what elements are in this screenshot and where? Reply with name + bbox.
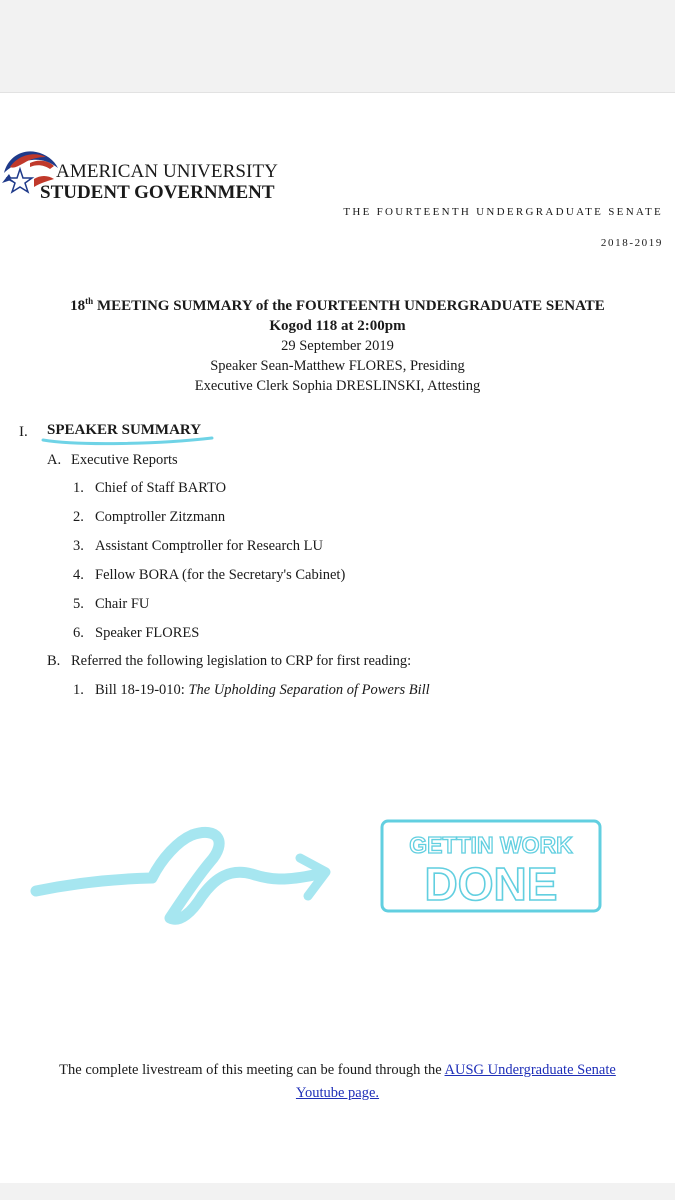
youtube-link[interactable]: Youtube page.: [295, 1085, 380, 1101]
senate-name: THE FOURTEENTH UNDERGRADUATE SENATE: [343, 206, 663, 218]
subsection-letter: B.: [47, 653, 61, 669]
meeting-location: Kogod 118 at 2:00pm: [269, 318, 406, 334]
list-label: Comptroller Zitzmann: [95, 509, 226, 525]
presiding-officer: Speaker Sean-Matthew FLORES, Presiding: [210, 358, 465, 374]
section-title: SPEAKER SUMMARY: [47, 422, 202, 438]
list-number: 4.: [73, 567, 84, 583]
subsection-label: Executive Reports: [71, 452, 178, 468]
footer-note: [0, 1059, 675, 1105]
meeting-date: 29 September 2019: [281, 338, 394, 354]
meeting-title-text: MEETING SUMMARY of the FOURTEENTH UNDERGRADUATE SENATE: [93, 298, 605, 314]
list-label: Fellow BORA (for the Secretary's Cabinet): [95, 567, 346, 583]
gettin-work-done-stamp: [379, 818, 603, 914]
list-label: Assistant Comptroller for Research LU: [95, 538, 323, 554]
highlight-underline: [40, 434, 215, 446]
list-number: 5.: [73, 596, 84, 612]
stamp-line1: GETTIN WORK: [409, 832, 573, 858]
meeting-title: [0, 291, 675, 316]
viewer-top-bar: [0, 0, 675, 93]
org-name-line2: STUDENT GOVERNMENT: [40, 182, 275, 203]
meeting-header: [0, 291, 675, 396]
subsection-letter: A.: [47, 452, 62, 468]
list-number: 2.: [73, 509, 84, 525]
meeting-number-suffix: th: [85, 296, 94, 306]
meeting-number: 18: [70, 298, 86, 314]
list-number: 1.: [73, 682, 84, 698]
list-number: 1.: [73, 480, 84, 496]
bill-title: The Upholding Separation of Powers Bill: [188, 682, 430, 698]
senate-link[interactable]: AUSG Undergraduate Senate: [444, 1062, 616, 1078]
list-label: Speaker FLORES: [95, 625, 200, 641]
hand-drawn-arrow: [30, 808, 360, 928]
footer-text: The complete livestream of this meeting can be found through the: [59, 1062, 445, 1078]
list-number: 6.: [73, 625, 84, 641]
section-number: I.: [19, 424, 28, 440]
list-label: Chief of Staff BARTO: [95, 480, 227, 496]
list-label: Chair FU: [95, 596, 150, 612]
stamp-line2: DONE: [424, 858, 558, 910]
attesting-officer: Executive Clerk Sophia DRESLINSKI, Attesting: [194, 378, 481, 394]
org-name-line1: AMERICAN UNIVERSITY: [56, 161, 278, 182]
list-number: 3.: [73, 538, 84, 554]
document-page: [0, 93, 675, 1183]
viewer-bottom-bar: [0, 1183, 675, 1200]
senate-term: 2018-2019: [600, 237, 663, 249]
bill-number: Bill 18-19-010:: [95, 682, 189, 698]
subsection-label: Referred the following legislation to CRP for first reading:: [71, 653, 412, 669]
bill-entry: [95, 682, 430, 699]
